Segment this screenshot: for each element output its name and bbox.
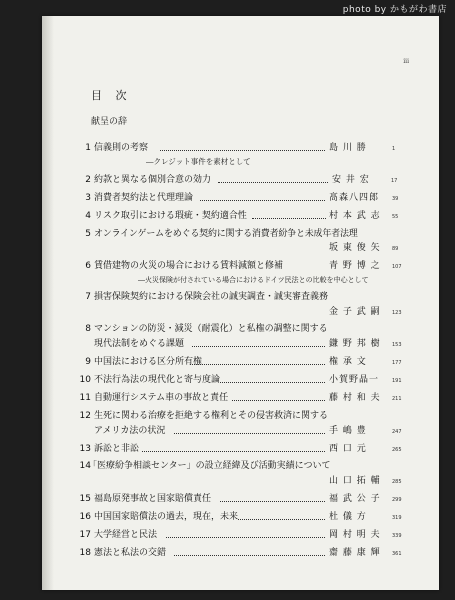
entry-author: 小賀野晶一: [329, 375, 380, 385]
entry-author: 鎌 野 邦 樹: [329, 339, 381, 349]
entry-number: 12: [79, 411, 91, 421]
toc-entry-14-author-line: [42, 474, 439, 488]
entry-title: 自動運行システム車の事故と責任: [94, 393, 229, 403]
entry-title: マンションの防災・減災（耐震化）と私権の調整に関する: [94, 324, 328, 334]
entry-title: 約款と異なる個別合意の効力: [94, 175, 212, 185]
entry-title: 生死に関わる治療を拒絶する権利とその侵害救済に関する: [94, 411, 329, 421]
entry-title-continued: 現代法制をめぐる課題: [94, 339, 185, 349]
entry-author: 山 口 拓 輔: [329, 476, 381, 486]
entry-page: 39: [392, 196, 399, 202]
entry-page: 319: [392, 515, 402, 521]
entry-subtitle-1: ―クレジット事件を素材として: [146, 157, 251, 166]
entry-title: リスク取引における瑕疵・契約適合性: [94, 211, 247, 221]
entry-title-continued: アメリカ法の状況: [94, 426, 166, 436]
entry-page: 191: [392, 378, 402, 384]
toc-entry-18: [42, 546, 439, 560]
entry-author: 齋 藤 康 輝: [329, 548, 381, 558]
entry-number: 9: [85, 357, 91, 367]
toc-entry-7: [42, 290, 439, 304]
entry-title: 損害保険契約における保険会社の誠実調査・誠実審査義務: [94, 292, 329, 302]
entry-author: 岡 村 明 夫: [329, 530, 381, 540]
dot-leader: [166, 537, 325, 538]
entry-title: 訴訟と非訟: [94, 444, 140, 454]
entry-author: 坂 東 俊 矢: [329, 243, 381, 253]
entry-title: 賃借建物の火災の場合における賃料減額と修補: [94, 261, 284, 271]
entry-subtitle-6: ―火災保険が付されている場合におけるドイツ民法との比較を中心として: [138, 276, 369, 284]
entry-number: 15: [79, 494, 91, 504]
entry-page: 247: [392, 429, 402, 435]
entry-number: 17: [79, 530, 91, 540]
toc-entry-1: [42, 141, 439, 155]
toc-entry-3: [42, 191, 439, 205]
toc-entry-8-line2: [42, 337, 439, 351]
entry-title: 憲法と私法の交錯: [94, 548, 167, 558]
entry-page: 123: [392, 310, 402, 316]
entry-author: 村 本 武 志: [329, 211, 381, 221]
entry-number: 14: [79, 461, 91, 471]
toc-entry-14: [42, 459, 439, 473]
entry-number: 16: [79, 512, 91, 522]
dot-leader: [192, 346, 325, 347]
entry-author: 西 口 元: [329, 444, 367, 454]
entry-title: 福島原発事故と国家賠償責任: [94, 494, 212, 504]
entry-number: 8: [85, 324, 91, 334]
entry-number: 1: [85, 143, 91, 153]
entry-author: 青 野 博 之: [329, 261, 381, 271]
dot-leader: [190, 364, 325, 365]
entry-author: 金 子 武 嗣: [329, 307, 381, 317]
dot-leader: [142, 451, 325, 452]
entry-page: 339: [392, 533, 402, 539]
entry-number: 7: [85, 292, 91, 302]
photo-watermark: photo by かもがわ書店: [342, 5, 447, 15]
dot-leader: [200, 200, 325, 201]
toc-entry-7-author-line: [42, 305, 439, 319]
entry-page: 361: [392, 551, 402, 557]
entry-number: 11: [79, 393, 91, 403]
entry-author: 杜 儀 方: [329, 512, 367, 522]
toc-entry-6: [42, 259, 439, 273]
toc-entry-5: [42, 227, 439, 241]
entry-author: 手 嶋 豊: [329, 426, 367, 436]
toc-entry-17: [42, 528, 439, 542]
entry-author: 藤 村 和 夫: [329, 393, 381, 403]
entry-title: オンラインゲームをめぐる契約に関する消費者紛争と未成年者法理: [94, 229, 358, 239]
entry-author: 髙森八四郎: [329, 193, 380, 203]
page-number: iii: [403, 58, 409, 65]
toc-entry-8: [42, 322, 439, 336]
entry-page: 153: [392, 342, 402, 348]
dot-leader: [220, 501, 325, 502]
entry-page: 55: [392, 214, 399, 220]
toc-entry-10: [42, 373, 439, 387]
toc-entry-13: [42, 442, 439, 456]
entry-number: 13: [79, 444, 91, 454]
toc-entry-16: [42, 510, 439, 524]
entry-number: 4: [85, 211, 91, 221]
dot-leader: [252, 218, 326, 219]
toc-entry-15: [42, 492, 439, 506]
entry-title: 消費者契約法と代理理論: [94, 193, 194, 203]
toc-title: 目 次: [91, 89, 132, 102]
dot-leader: [174, 555, 325, 556]
toc-entry-12: [42, 409, 439, 423]
toc-entry-4: [42, 209, 439, 223]
entry-title: 中国国家賠償法の過去，現在，未来: [94, 512, 239, 522]
entry-title: 信義則の考察: [94, 143, 149, 153]
toc-entry-5-author-line: [42, 241, 439, 255]
entry-number: 5: [85, 229, 91, 239]
entry-page: 89: [392, 246, 399, 252]
entry-number: 18: [79, 548, 91, 558]
toc-entry-11: [42, 391, 439, 405]
dot-leader: [160, 150, 325, 151]
entry-number: 6: [85, 261, 91, 271]
entry-number: 2: [85, 175, 91, 185]
entry-author: 福 武 公 子: [329, 494, 381, 504]
entry-page: 285: [392, 479, 402, 485]
entry-page: 211: [392, 396, 402, 402]
entry-author: 安 井 宏: [332, 175, 370, 185]
entry-title: 「医療紛争相談センター」の設立経緯及び活動実績について: [88, 461, 331, 471]
entry-author: 権 承 文: [329, 357, 367, 367]
entry-page: 17: [391, 178, 398, 184]
entry-page: 177: [392, 360, 402, 366]
dedication-entry: 献呈の辞: [91, 117, 128, 127]
entry-number: 10: [79, 375, 91, 385]
entry-title: 不法行為法の現代化と寄与度論: [94, 375, 221, 385]
entry-number: 3: [85, 193, 91, 203]
dot-leader: [220, 382, 325, 383]
entry-author: 島 川 勝: [329, 143, 367, 153]
dot-leader: [174, 433, 325, 434]
toc-entry-9: [42, 355, 439, 369]
book-page: [42, 16, 439, 590]
dot-leader: [232, 400, 325, 401]
entry-page: 299: [392, 497, 402, 503]
toc-entry-12-line2: [42, 424, 439, 438]
entry-title: 中国法における区分所有権: [94, 357, 203, 367]
entry-page: 1: [392, 146, 396, 152]
dot-leader: [238, 519, 325, 520]
entry-page: 265: [392, 447, 402, 453]
entry-title: 大学経営と民法: [94, 530, 158, 540]
toc-entry-2: [42, 173, 439, 187]
dot-leader: [218, 182, 328, 183]
entry-page: 107: [392, 264, 402, 270]
